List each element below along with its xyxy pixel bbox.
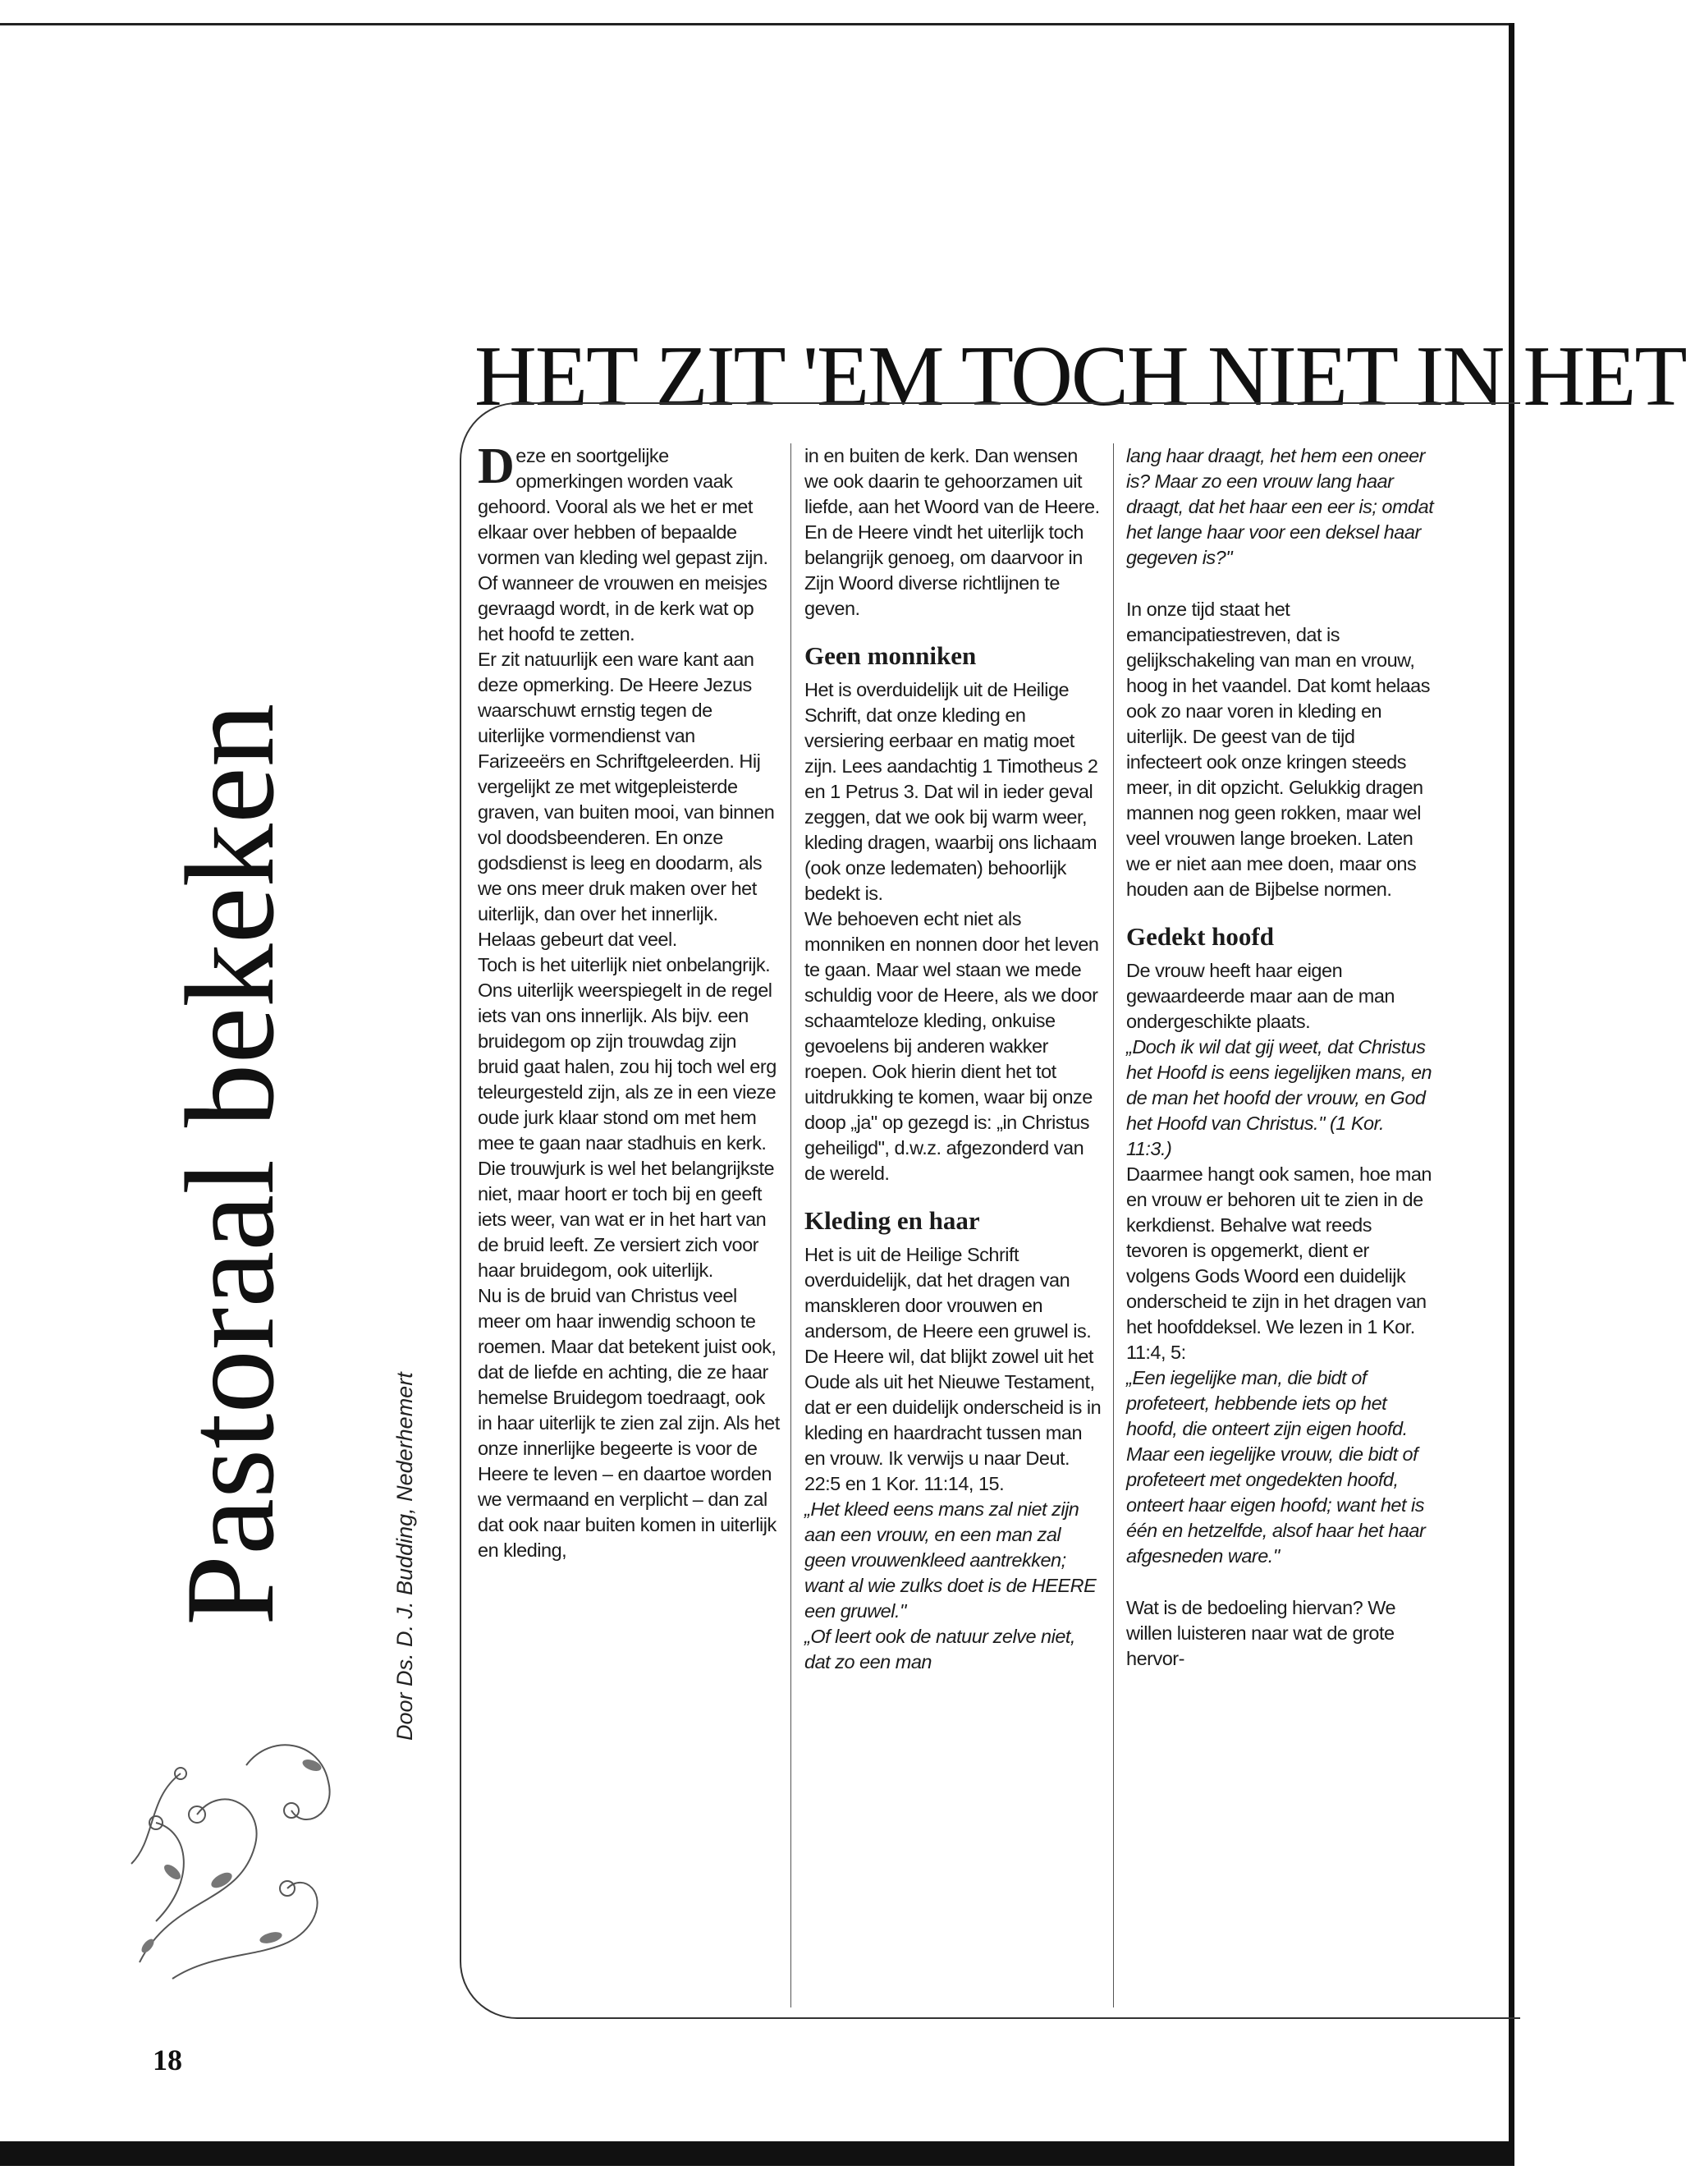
column-2 (804, 443, 1102, 2003)
column-3 (1126, 443, 1434, 2003)
bible-quote: „Of leert ook de natuur zelve niet, dat zo een man (804, 1626, 1075, 1672)
paragraph: Nu is de bruid van Christus veel meer om haar inwendig schoon te roemen. Maar dat betekent juist ook, dat de liefde en achting, die ze haar hemelse Bruidegom toedraagt, ook in haar uiterlijk te zien zal zijn. Als het onze innerlijke begeerte is voor de Heere te leven – en daartoe worden we vermaand en verplicht – dan zal dat ook naar buiten komen in uiterlijk en kleding, (478, 1285, 780, 1561)
paragraph: in en buiten de kerk. Dan wensen we ook daarin te gehoorzamen uit liefde, aan het Woord van de Heere. En de Heere vindt het uiterlijk toch belangrijk genoeg, om daarvoor in Zijn Woord diverse richtlijnen te geven. (804, 445, 1100, 619)
floral-ornament-icon (123, 1716, 451, 1987)
bottom-scan-edge (0, 2141, 1514, 2166)
byline: Door Ds. D. J. Budding, Nederhemert (392, 1372, 417, 1741)
column-divider (790, 443, 791, 2007)
headline: HET ZIT 'EM TOCH NIET IN HET (474, 328, 1686, 424)
paragraph: We behoeven echt niet als monniken en nonnen door het leven te gaan. Maar wel staan we mede schuldig voor de Heere, als we door schaamteloze kleding, onkuise gevoelens bij anderen wakker roepen. Ook hierin dient het tot uitdrukking te komen, waar bij onze doop „ja" op gezegd is: „in Christus geheiligd", d.w.z. afgezonderd van de wereld. (804, 908, 1099, 1184)
column-divider (1113, 443, 1114, 2007)
bible-quote: „Het kleed eens mans zal niet zijn aan een vrouw, en een man zal geen vrouwenkleed aantrekken; want al wie zulks doet is de HEERE een gruwel." (804, 1498, 1097, 1622)
bible-quote: „Een iegelijke man, die bidt of profeteert, hebbende iets op het hoofd, die onteert zijn eigen hoofd. Maar een iegelijke vrouw, die bidt of profeteert met ongedekten hoofd, onteert haar eigen hoofd; want het is één en hetzelfde, alsof haar het haar afgesneden ware." (1126, 1367, 1426, 1567)
subheading: Kleding en haar (804, 1206, 980, 1235)
bible-quote: lang haar draagt, het hem een oneer is? Maar zo een vrouw lang haar draagt, dat het haar een eer is; omdat het lange haar voor een deksel haar gegeven is?" (1126, 445, 1434, 568)
paragraph: Wat is de bedoeling hiervan? We willen luisteren naar wat de grote hervor- (1126, 1597, 1396, 1669)
paragraph: Toch is het uiterlijk niet onbelangrijk. Ons uiterlijk weerspiegelt in de regel iets van ons innerlijk. Als bijv. een bruidegom op zijn trouwdag zijn bruid gaat halen, zou hij toch wel erg teleurgesteld zijn, als ze in een vieze oude jurk klaar stond om met hem mee te gaan naar stadhuis en kerk. Die trouwjurk is wel het belangrijkste niet, maar hoort er toch bij en geeft iets weer, van wat er in het hart van de bruid leeft. Ze versiert zich voor haar bruidegom, ook uiterlijk. (478, 954, 777, 1281)
paragraph: Het is uit de Heilige Schrift overduidelijk, dat het dragen van manskleren door vrouwen en andersom, de Heere een gruwel is. De Heere wil, dat blijkt zowel uit het Oude als uit het Nieuwe Testament, dat er een duidelijk onderscheid is in kleding en haardracht tussen man en vrouw. Ik verwijs u naar Deut. 22:5 en 1 Kor. 11:14, 15. (804, 1244, 1102, 1494)
top-border (0, 23, 1514, 25)
drop-cap: D (478, 438, 515, 494)
bible-quote: „Doch ik wil dat gij weet, dat Christus het Hoofd is eens iegelijken mans, en de man het hoofd der vrouw, en God het Hoofd van Christus." (1 Kor. 11:3.) (1126, 1036, 1432, 1159)
paragraph: Deze en soortgelijke opmerkingen worden vaak gehoord. Vooral als we het er met elkaar over hebben of bepaalde vormen van kleding wel gepast zijn. Of wanneer de vrouwen en meisjes gevraagd wordt, in de kerk wat op het hoofd te zetten. (478, 438, 768, 645)
paragraph: Er zit natuurlijk een ware kant aan deze opmerking. De Heere Jezus waarschuwt ernstig tegen de uiterlijke vormendienst van Farizeeërs en Schriftgeleerden. Hij vergelijkt ze met witgepleisterde graven, van buiten mooi, van binnen vol doodsbeenderen. En onze godsdienst is leeg en doodarm, als we ons meer druk maken over het uiterlijk, dan over het innerlijk. Helaas gebeurt dat veel. (478, 649, 775, 950)
paragraph: Daarmee hangt ook samen, hoe man en vrouw er behoren uit te zien in de kerkdienst. Behalve wat reeds tevoren is opgemerkt, dient er volgens Gods Woord een duidelijk onderscheid te zijn in het dragen van het hoofddeksel. We lezen in 1 Kor. 11:4, 5: (1126, 1163, 1432, 1363)
column-1 (478, 438, 780, 2003)
subheading: Geen monniken (804, 641, 977, 670)
paragraph: Het is overduidelijk uit de Heilige Schrift, dat onze kleding en versiering eerbaar en matig moet zijn. Lees aandachtig 1 Timotheus 2 en 1 Petrus 3. Dat wil in ieder geval zeggen, dat we ook bij warm weer, kleding dragen, waarbij ons lichaam (ook onze ledematen) behoorlijk bedekt is. (804, 679, 1098, 904)
paragraph: In onze tijd staat het emancipatiestreven, dat is gelijkschakeling van man en vrouw, hoog in het vaandel. Dat komt helaas ook zo naar voren in kleding en uiterlijk. De geest van de tijd infecteert ook onze kringen steeds meer, in dit opzicht. Gelukkig dragen mannen nog geen rokken, maar wel veel vrouwen lange broeken. Laten we er niet aan mee doen, maar ons houden aan de Bijbelse normen. (1126, 599, 1431, 900)
subheading: Gedekt hoofd (1126, 922, 1274, 951)
page-number: 18 (153, 2044, 182, 2076)
paragraph: De vrouw heeft haar eigen gewaardeerde maar aan de man ondergeschikte plaats. (1126, 960, 1395, 1032)
section-title: Pastoraal bekeken (159, 703, 300, 1626)
